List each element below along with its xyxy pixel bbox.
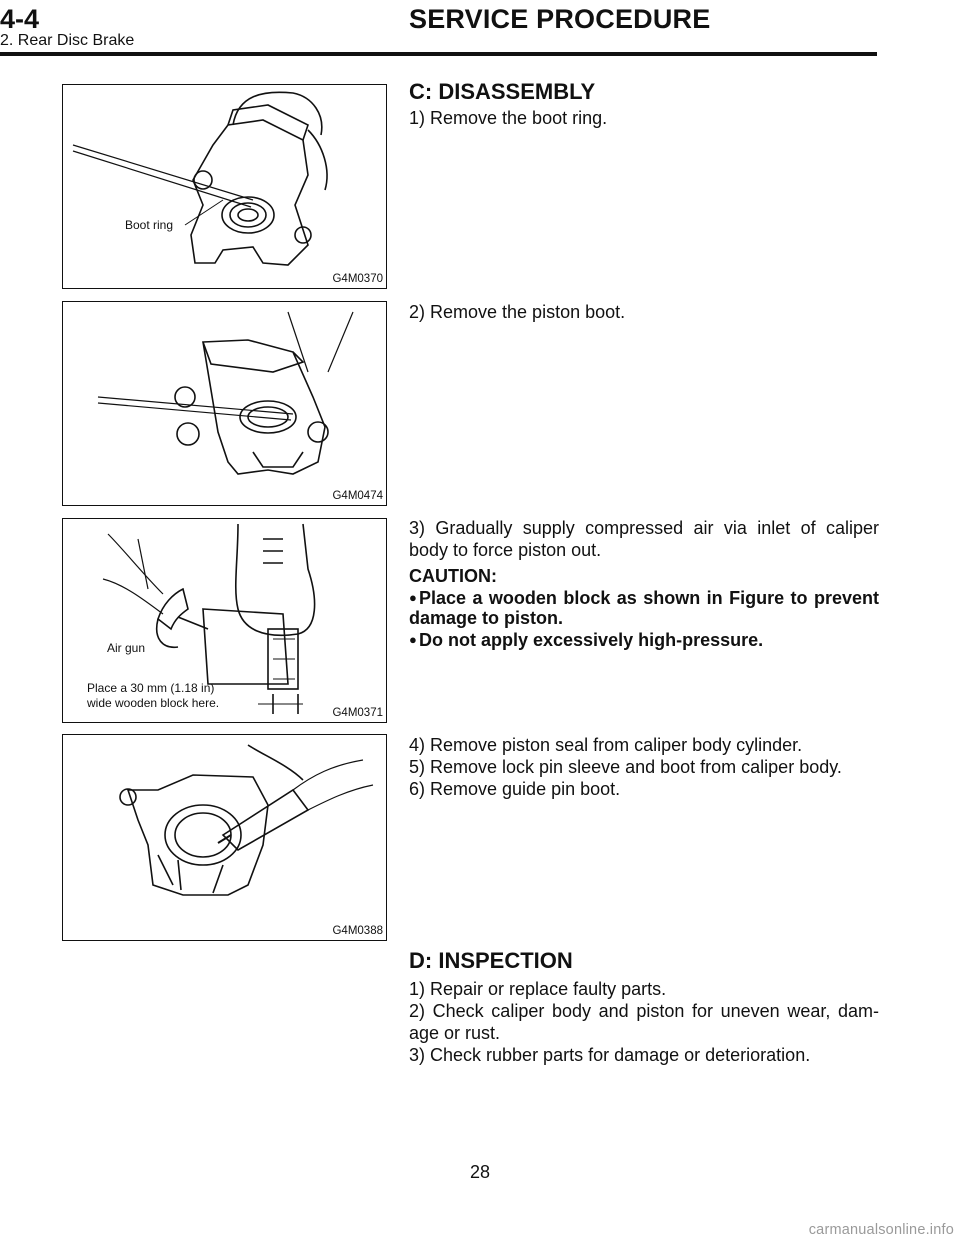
caliper-seal-illustration <box>63 735 387 941</box>
inspection-step-3: 3) Check rubber parts for damage or deterioration. <box>409 1045 811 1065</box>
caution-bullet-1-line1: ● Place a wooden block as shown in Figure to prevent <box>409 588 879 608</box>
page-number: 28 <box>469 1162 491 1182</box>
section-subtitle: 2. Rear Disc Brake <box>0 32 135 49</box>
disassembly-step-2: 2) Remove the piston boot. <box>409 302 626 322</box>
inspection-step-2-line1: 2) Check caliper body and piston for uneven wear, dam- <box>409 1001 879 1021</box>
disassembly-step-1: 1) Remove the boot ring. <box>409 108 608 128</box>
disassembly-step-4: 4) Remove piston seal from caliper body cylinder. <box>409 735 803 755</box>
callout-wooden-block-line2: wide wooden block here. <box>87 696 220 710</box>
inspection-step-1: 1) Repair or replace faulty parts. <box>409 979 667 999</box>
figure-boot-ring <box>62 84 387 289</box>
callout-wooden-block-line1: Place a 30 mm (1.18 in) <box>87 681 215 695</box>
callout-boot-ring: Boot ring <box>125 218 174 232</box>
disassembly-step-3-line1: 3) Gradually supply compressed air via inlet of caliper <box>409 518 879 538</box>
disassembly-step-6: 6) Remove guide pin boot. <box>409 779 621 799</box>
header-rule <box>0 52 877 56</box>
figure-code: G4M0370 <box>332 273 383 285</box>
bullet-icon: ● <box>409 590 417 605</box>
caution-bullet-2: ● Do not apply excessively high-pressure. <box>409 630 764 650</box>
figure-air-gun <box>62 518 387 723</box>
callout-air-gun: Air gun <box>107 641 146 655</box>
figure-code: G4M0371 <box>332 707 383 719</box>
bullet-icon: ● <box>409 632 417 647</box>
section-title-disassembly: C: DISASSEMBLY <box>409 79 596 104</box>
caution-bullet-1-line2: damage to piston. <box>409 608 564 628</box>
section-code: 4-4 <box>0 4 40 34</box>
watermark[interactable]: carmanualsonline.info <box>808 1222 954 1238</box>
figure-piston-boot <box>62 301 387 506</box>
caution-label: CAUTION: <box>409 566 497 586</box>
inspection-step-2-line2: age or rust. <box>409 1023 501 1043</box>
figure-code: G4M0474 <box>332 490 383 502</box>
page-title: SERVICE PROCEDURE <box>409 4 711 34</box>
figure-piston-seal <box>62 734 387 941</box>
caliper-illustration <box>63 302 387 506</box>
section-title-inspection: D: INSPECTION <box>409 948 573 973</box>
figure-code: G4M0388 <box>332 925 383 937</box>
caliper-illustration <box>63 85 387 289</box>
disassembly-step-5: 5) Remove lock pin sleeve and boot from caliper body. <box>409 757 842 777</box>
disassembly-step-3-line2: body to force piston out. <box>409 540 602 560</box>
